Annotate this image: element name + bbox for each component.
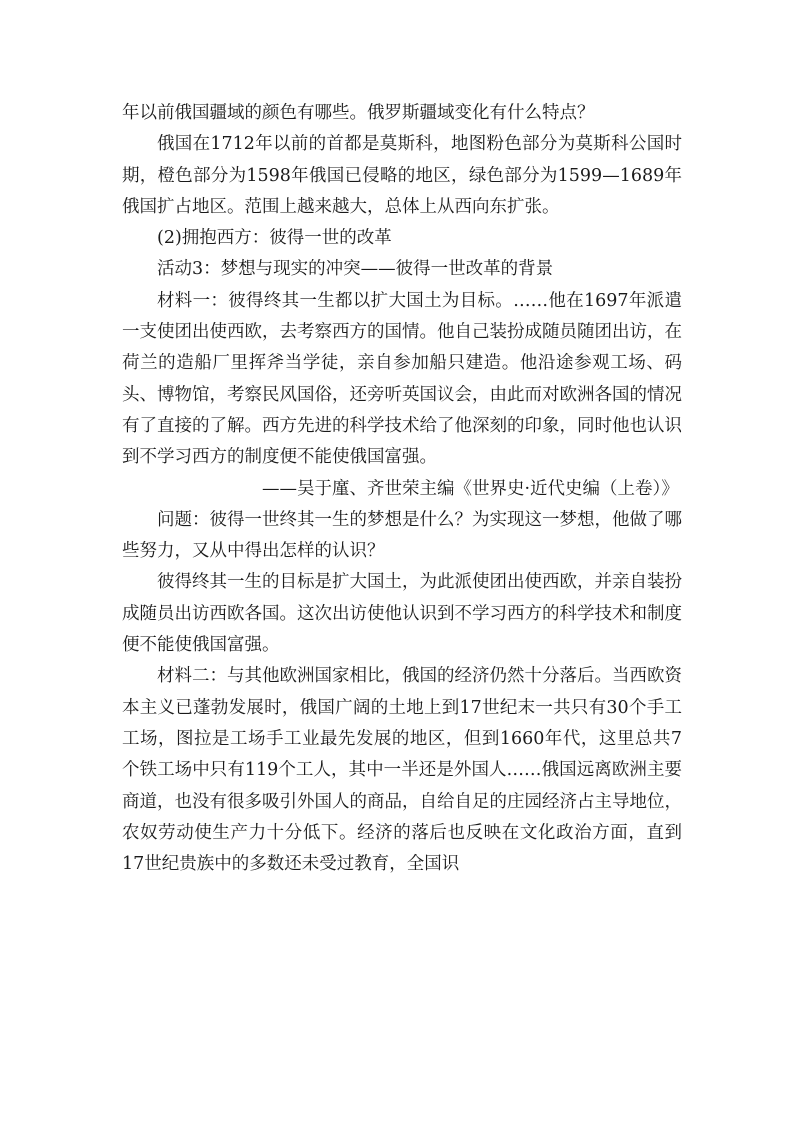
material-one-source: ——吴于廑、齐世荣主编《世界史·近代史编（上卷）》 bbox=[122, 478, 679, 499]
answer-paragraph: 彼得终其一生的目标是扩大国土，为此派使团出使西欧，并亲自装扮成随员出访西欧各国。这次出访使他认识到不学习西方的科学技术和制度便不能使俄国富强。 bbox=[122, 572, 682, 656]
material-one: 材料一：彼得终其一生都以扩大国土为目标。……他在1697年派遣一支使团出使西欧，去考察西方的国情。他自己装扮成随员随团出访，在荷兰的造船厂里挥斧当学徒，亲自参加船只建造。他沿途参观工场、码头、博物馆，考察民风国俗，还旁听英国议会，由此而对欧洲各国的情况有了直接的了解。西方先进的科学技术给了他深刻的印象，同时他也认识到不学习西方的制度便不能使俄国富强。 bbox=[122, 290, 682, 468]
document-body bbox=[122, 98, 682, 880]
paragraph-map-answer: 俄国在1712年以前的首都是莫斯科，地图粉色部分为莫斯科公国时期，橙色部分为1598年俄国已侵略的地区，绿色部分为1599—1689年俄国扩占地区。范围上越来越大，总体上从西向东扩张。 bbox=[122, 134, 682, 217]
question-paragraph: 问题：彼得一世终其一生的梦想是什么？为实现这一梦想，他做了哪些努力，又从中得出怎样的认识？ bbox=[122, 509, 682, 562]
section-heading-peter-reform: (2)拥抱西方：彼得一世的改革 bbox=[157, 228, 392, 249]
activity-heading: 活动3：梦想与现实的冲突——彼得一世改革的背景 bbox=[157, 259, 554, 280]
material-two: 材料二：与其他欧洲国家相比，俄国的经济仍然十分落后。当西欧资本主义已蓬勃发展时，俄国广阔的土地上到17世纪末一共只有30个手工工场，图拉是工场手工业最先发展的地区，但到1660年代，这里总共7个铁工场中只有119个工人，其中一半还是外国人……俄国远离欧洲主要商道，也没有很多吸引外国人的商品，自给自足的庄园经济占主导地位，农奴劳动使生产力十分低下。经济的落后也反映在文化政治方面，直到17世纪贵族中的多数还未受过教育，全国识 bbox=[122, 666, 682, 875]
paragraph-map-question-end: 年以前俄国疆域的颜色有哪些。俄罗斯疆域变化有什么特点？ bbox=[122, 103, 595, 123]
